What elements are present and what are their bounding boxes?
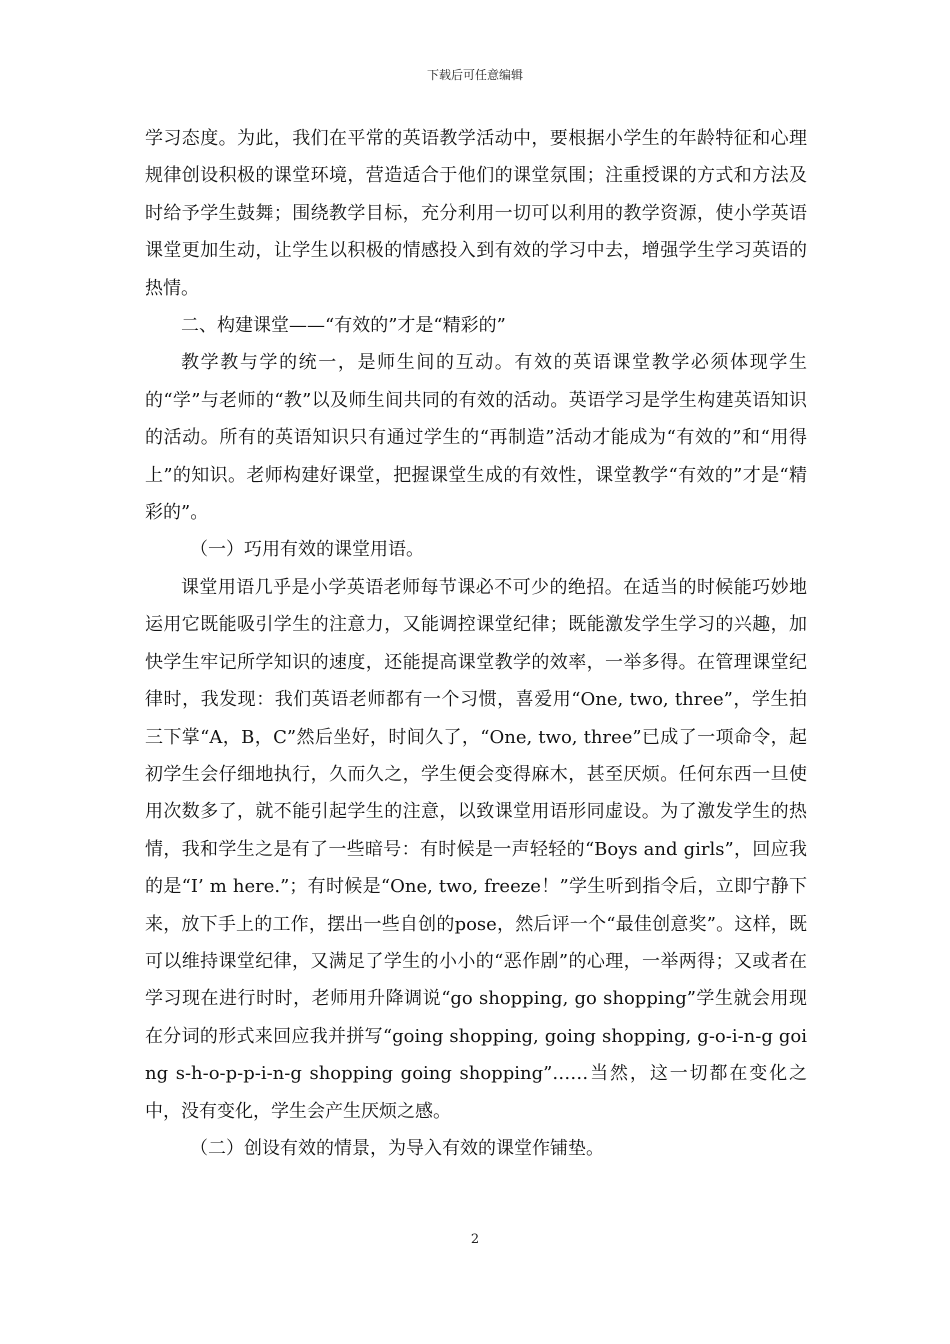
paragraph-section-2: 教学教与学的统一，是师生间的互动。有效的英语课堂教学必须体现学生的“学”与老师的“教”以及师生间共同的有效的活动。英语学习是学生构建英语知识的活动。所有的英语知识只有通过学生的“再制造”活动才能成为“有效的”和“用得上”的知识。老师构建好课堂，把握课堂生成的有效性，课堂教学“有效的”才是“精彩的”。 (145, 352, 807, 524)
subsection-heading-2: （二）创设有效的情景，为导入有效的课堂作铺垫。 (190, 1137, 604, 1159)
subsection-heading-1: （一）巧用有效的课堂用语。 (190, 539, 424, 561)
page-header: 下载后可任意编辑 (426, 68, 523, 82)
paragraph-subsection-1: 课堂用语几乎是小学英语老师每节课必不可少的绝招。在适当的时候能巧妙地运用它既能吸引学生的注意力，又能调控课堂纪律；既能激发学生学习的兴趣，加快学生牢记所学知识的速度，还能提高课堂教学的效率，一举多得。在管理课堂纪律时，我发现：我们英语老师都有一个习惯，喜爱用“One, two, three”，学生拍三下掌“A，B，C”然后坐好，时间久了，“One, two, three”已成了一项命令，起初学生会仔细地执行，久而久之，学生便会变得麻木，甚至厌烦。任何东西一旦使用次数多了，就不能引起学生的注意，以致课堂用语形同虚设。为了激发学生的热情，我和学生之是有了一些暗号：有时候是一声轻轻的“Boys and girls”，回应我的是“I’ m here.”；有时候是“One, two, freeze！”学生听到指令后，立即宁静下来，放下手上的工作，摆出一些自创的pose，然后评一个“最佳创意奖”。这样，既可以维持课堂纪律，又满足了学生的小小的“恶作剧”的心理，一举两得；又或者在学习现在进行时时，老师用升降调说“go shopping, go shopping”学生就会用现在分词的形式来回应我并拼写“going shopping, going shopping, g-o-i-n-g going s-h-o-p-p-i-n-g shopping going shopping”……当然，这一切都在变化之中，没有变化，学生会产生厌烦之感。 (145, 576, 807, 1122)
document-body (145, 120, 807, 1167)
section-heading-2: 二、构建课堂——“有效的”才是“精彩的” (181, 315, 506, 337)
paragraph-continuation: 学习态度。为此，我们在平常的英语教学活动中，要根据小学生的年龄特征和心理规律创设积极的课堂环境，营造适合于他们的课堂氛围；注重授课的方式和方法及时给予学生鼓舞；围绕教学目标，充分利用一切可以利用的教学资源，使小学英语课堂更加生动，让学生以积极的情感投入到有效的学习中去，增强学生学习英语的热情。 (145, 128, 807, 299)
page-number: 2 (470, 1232, 480, 1247)
